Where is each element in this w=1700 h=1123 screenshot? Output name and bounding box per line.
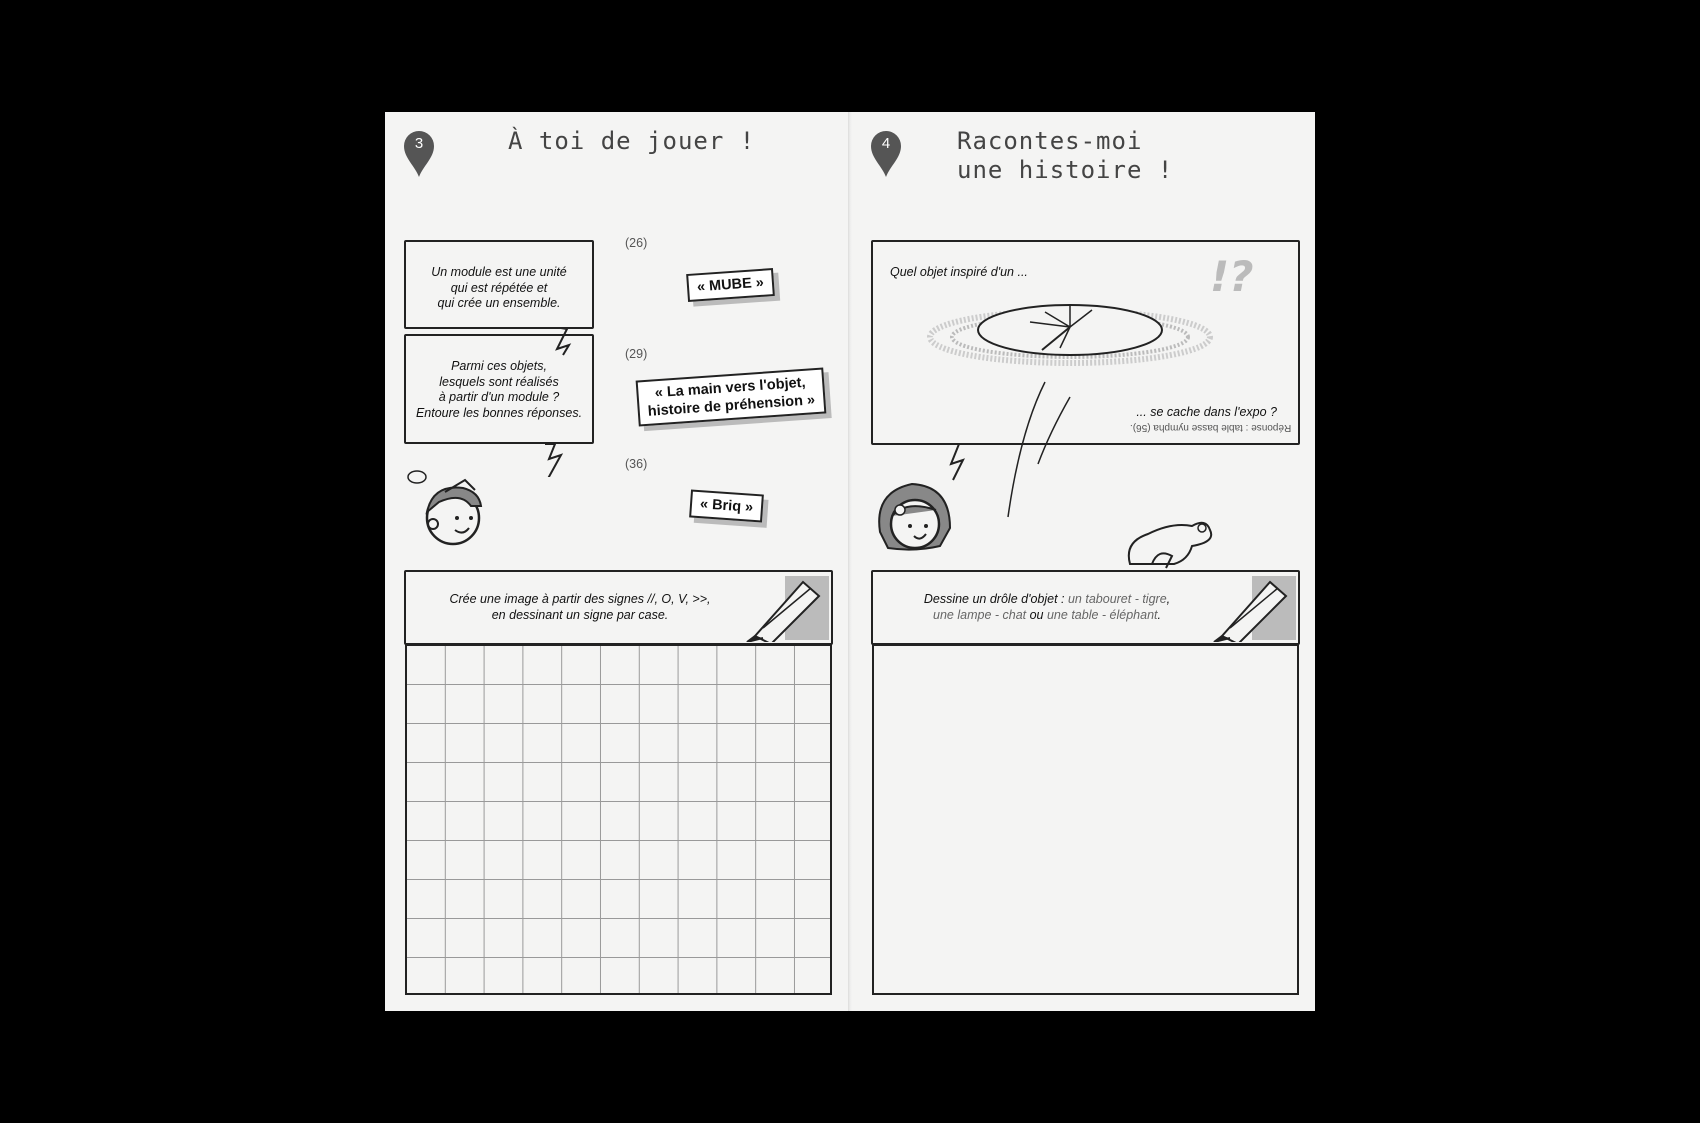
answer-option-briq[interactable]: « Briq » — [689, 489, 764, 522]
item-number-36: (36) — [625, 457, 648, 471]
page-right — [852, 112, 1315, 1011]
drawing-area[interactable] — [872, 644, 1299, 995]
answer-option-main-vers-objet[interactable]: « La main vers l'objet, histoire de préhension » — [636, 368, 826, 427]
exclaim-mark: !? — [1210, 252, 1254, 301]
boy-character-icon — [405, 462, 495, 552]
water-lily-icon — [920, 292, 1220, 522]
story-question-start: Quel objet inspiré d'un ... — [890, 265, 1028, 279]
page-number: 3 — [414, 135, 424, 152]
item-number-26: (26) — [625, 236, 648, 250]
item-number-29: (29) — [625, 347, 648, 361]
story-question-end: ... se cache dans l'expo ? — [1136, 405, 1277, 419]
drawing-grid[interactable] — [405, 644, 832, 995]
answer-option-mube[interactable]: « MUBE » — [686, 268, 775, 302]
booklet-spread — [385, 112, 1315, 1011]
frog-icon — [1122, 512, 1217, 572]
answer-upside-down: Réponse : table basse nympha (56). — [1130, 422, 1292, 433]
option-tabouret-tigre: un tabouret - tigre — [1067, 592, 1167, 606]
page-title: Racontes-moi une histoire ! — [957, 127, 1174, 184]
definition-text: Un module est une unité qui est répétée et qui crée un ensemble. — [431, 265, 567, 310]
page-left — [385, 112, 848, 1011]
option-table-elephant: une table - éléphant — [1046, 607, 1158, 622]
speech-tail-icon — [545, 327, 585, 477]
pencil-icon — [1212, 574, 1296, 642]
grid-instruction-text: Crée une image à partir des signes //, O, V, >>, en dessinant un signe par case. — [449, 592, 711, 622]
pencil-icon — [745, 574, 829, 642]
page-title: À toi de jouer ! — [508, 127, 756, 155]
option-lampe-chat: une lampe - chat — [933, 607, 1027, 622]
page-number: 4 — [881, 135, 891, 152]
question-text: Parmi ces objets, lesquels sont réalisés à partir d'un module ? Entoure les bonnes réponses. — [415, 359, 583, 420]
girl-character-icon — [870, 472, 960, 562]
draw-instruction-text: Dessine un drôle d'objet : un tabouret - tigre, une lampe - chat ou une table - éléphant. — [923, 592, 1171, 622]
